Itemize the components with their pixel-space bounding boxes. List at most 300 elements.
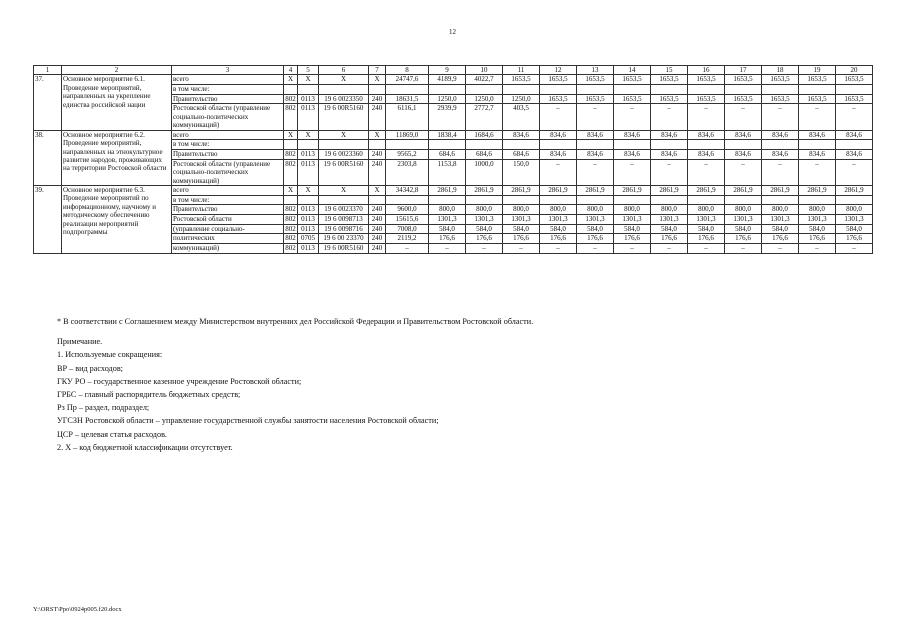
grbs-cell: 802 xyxy=(285,244,296,253)
value-cell: 1250,0 xyxy=(503,94,540,104)
value-cell: 1653,5 xyxy=(799,94,836,104)
note-line: ВР – вид расходов; xyxy=(57,363,123,373)
column-header-row xyxy=(34,66,873,75)
value-cell: 834,6 xyxy=(762,150,799,160)
value-cell: 1653,5 xyxy=(725,94,762,104)
column-header: 14 xyxy=(614,66,651,75)
rzpr-cell xyxy=(298,85,319,95)
grbs-cell: Х xyxy=(284,185,298,195)
value-cell xyxy=(799,85,836,95)
rzpr-cell: 0113 xyxy=(298,244,319,254)
value-cell: 176,6 xyxy=(688,234,725,244)
value-cell: 2861,9 xyxy=(651,185,688,195)
value-cell: 176,6 xyxy=(836,234,873,244)
value-cell xyxy=(762,195,799,205)
value-cell: 584,0 xyxy=(725,224,762,234)
value-cell xyxy=(540,195,577,205)
vr-cell: Х xyxy=(369,75,386,85)
value-cell: 834,6 xyxy=(799,150,836,160)
value-cell: – xyxy=(799,244,836,254)
column-header: 18 xyxy=(762,66,799,75)
executor-cell: всего xyxy=(172,130,284,140)
vr-cell: 240 xyxy=(369,205,386,215)
note-line: Примечание. xyxy=(57,337,103,347)
value-cell: 2861,9 xyxy=(540,185,577,195)
executor-cell: политических xyxy=(172,234,284,244)
value-cell: 1301,3 xyxy=(577,215,614,225)
value-cell xyxy=(429,85,466,95)
value-cell: – xyxy=(725,104,762,130)
vr-cell: 240 xyxy=(369,224,386,234)
value-cell: 684,6 xyxy=(466,150,503,160)
value-cell: 24747,6 xyxy=(386,75,429,85)
value-cell: 800,0 xyxy=(688,205,725,215)
value-cell: 2861,9 xyxy=(799,185,836,195)
value-cell: 584,0 xyxy=(614,224,651,234)
value-cell: 584,0 xyxy=(651,224,688,234)
value-cell: 2303,8 xyxy=(386,159,429,185)
vr-cell: 240 xyxy=(369,104,386,130)
value-cell: 176,6 xyxy=(725,234,762,244)
value-cell: 800,0 xyxy=(725,205,762,215)
csr-cell: 19 6 00R5160 xyxy=(319,244,369,254)
vr-cell xyxy=(369,140,386,150)
value-cell xyxy=(540,140,577,150)
value-cell: – xyxy=(651,104,688,130)
value-cell: 2939,9 xyxy=(429,104,466,130)
value-cell: 1301,3 xyxy=(429,215,466,225)
value-cell: 176,6 xyxy=(466,234,503,244)
value-cell: 834,6 xyxy=(503,130,540,140)
value-cell: 834,6 xyxy=(577,150,614,160)
value-cell xyxy=(836,195,873,205)
executor-cell: Правительство xyxy=(172,94,284,104)
rzpr-cell: Х xyxy=(298,185,319,195)
value-cell: 834,6 xyxy=(577,130,614,140)
column-header: 19 xyxy=(799,66,836,75)
value-cell: – xyxy=(799,104,836,130)
column-header: 9 xyxy=(429,66,466,75)
csr-cell xyxy=(319,195,369,205)
value-cell: 9600,0 xyxy=(386,205,429,215)
value-cell: 150,0 xyxy=(503,159,540,185)
value-cell: 584,0 xyxy=(577,224,614,234)
value-cell: 834,6 xyxy=(614,150,651,160)
grbs-cell: 802 xyxy=(285,150,296,159)
table-body xyxy=(34,66,873,254)
value-cell: 800,0 xyxy=(762,205,799,215)
rzpr-cell: 0113 xyxy=(298,215,319,225)
csr-cell: 19 6 0023360 xyxy=(319,150,369,160)
value-cell: 584,0 xyxy=(688,224,725,234)
value-cell: 1653,5 xyxy=(836,75,873,85)
rzpr-cell: 0705 xyxy=(298,234,319,244)
value-cell: 2861,9 xyxy=(466,185,503,195)
value-cell: 1000,0 xyxy=(466,159,503,185)
grbs-cell: 802 xyxy=(285,215,296,224)
vr-cell xyxy=(369,195,386,205)
vr-cell: 240 xyxy=(369,94,386,104)
value-cell: 800,0 xyxy=(429,205,466,215)
column-header: 5 xyxy=(298,66,319,75)
value-cell: 1653,5 xyxy=(762,94,799,104)
value-cell: 2861,9 xyxy=(503,185,540,195)
value-cell xyxy=(614,195,651,205)
value-cell: 584,0 xyxy=(429,224,466,234)
note-line: Рз Пр – раздел, подраздел; xyxy=(57,403,150,413)
column-header: 15 xyxy=(651,66,688,75)
value-cell: 1684,6 xyxy=(466,130,503,140)
value-cell: – xyxy=(577,104,614,130)
value-cell: 2861,9 xyxy=(688,185,725,195)
value-cell xyxy=(725,195,762,205)
column-header: 1 xyxy=(34,66,62,75)
file-path: Y:\ORST\Ppo\0924p005.f20.docx xyxy=(33,606,122,613)
value-cell: 1653,5 xyxy=(836,94,873,104)
note-line: ГРБС – главный распорядитель бюджетных средств; xyxy=(57,390,241,400)
grbs-cell: 802 xyxy=(285,205,296,214)
value-cell xyxy=(688,85,725,95)
table-row xyxy=(34,75,873,85)
value-cell: 1301,3 xyxy=(762,215,799,225)
value-cell: 2119,2 xyxy=(386,234,429,244)
grbs-cell xyxy=(284,140,298,150)
value-cell xyxy=(725,85,762,95)
column-header: 8 xyxy=(386,66,429,75)
csr-cell xyxy=(319,85,369,95)
row-number: 37. xyxy=(34,75,62,130)
csr-cell: 19 6 0098713 xyxy=(319,215,369,225)
rzpr-cell xyxy=(298,140,319,150)
value-cell: 1653,5 xyxy=(688,75,725,85)
column-header: 10 xyxy=(466,66,503,75)
value-cell: 2861,9 xyxy=(429,185,466,195)
vr-cell: 240 xyxy=(369,150,386,160)
value-cell: 1250,0 xyxy=(466,94,503,104)
value-cell: 834,6 xyxy=(540,130,577,140)
value-cell: – xyxy=(540,244,577,254)
grbs-cell: 802 xyxy=(285,234,296,243)
note-line: ЦСР – целевая статья расходов. xyxy=(57,429,167,439)
value-cell: 1838,4 xyxy=(429,130,466,140)
rzpr-cell: 0113 xyxy=(298,94,319,104)
csr-cell: 19 6 0023350 xyxy=(319,94,369,104)
value-cell: 800,0 xyxy=(540,205,577,215)
value-cell: – xyxy=(540,159,577,185)
table-row xyxy=(34,185,873,195)
note-line: ГКУ РО – государственное казенное учреждение Ростовской области; xyxy=(57,376,302,386)
value-cell xyxy=(799,140,836,150)
executor-cell: Правительство xyxy=(172,205,284,215)
value-cell: 176,6 xyxy=(540,234,577,244)
value-cell: 2861,9 xyxy=(577,185,614,195)
executor-cell: Ростовской области xyxy=(172,215,284,225)
value-cell xyxy=(503,195,540,205)
value-cell xyxy=(503,140,540,150)
value-cell xyxy=(503,85,540,95)
value-cell: 834,6 xyxy=(651,150,688,160)
value-cell: 834,6 xyxy=(836,150,873,160)
value-cell xyxy=(386,140,429,150)
column-header: 20 xyxy=(836,66,873,75)
rzpr-cell: 0113 xyxy=(298,159,319,185)
value-cell: 800,0 xyxy=(651,205,688,215)
vr-cell: Х xyxy=(369,130,386,140)
value-cell xyxy=(577,195,614,205)
value-cell: 9565,2 xyxy=(386,150,429,160)
executor-cell: всего xyxy=(172,185,284,195)
column-header: 3 xyxy=(172,66,284,75)
value-cell: – xyxy=(688,244,725,254)
value-cell: – xyxy=(614,104,651,130)
grbs-cell: 802 xyxy=(285,224,296,233)
csr-cell: 19 6 00R5160 xyxy=(319,159,369,185)
value-cell: 1301,3 xyxy=(540,215,577,225)
value-cell: 2772,7 xyxy=(466,104,503,130)
value-cell xyxy=(466,195,503,205)
value-cell: 834,6 xyxy=(762,130,799,140)
value-cell: 800,0 xyxy=(466,205,503,215)
rzpr-cell xyxy=(298,195,319,205)
executor-cell: всего xyxy=(172,75,284,85)
rzpr-cell: Х xyxy=(298,130,319,140)
value-cell: 176,6 xyxy=(429,234,466,244)
value-cell: – xyxy=(540,104,577,130)
value-cell: – xyxy=(725,159,762,185)
value-cell: – xyxy=(688,104,725,130)
value-cell xyxy=(614,85,651,95)
value-cell: 18631,5 xyxy=(386,94,429,104)
vr-cell: Х xyxy=(369,185,386,195)
value-cell: – xyxy=(577,159,614,185)
column-header: 4 xyxy=(284,66,298,75)
executor-cell: Правительство xyxy=(172,150,284,160)
value-cell: 1301,3 xyxy=(725,215,762,225)
value-cell xyxy=(688,195,725,205)
value-cell: 2861,9 xyxy=(836,185,873,195)
value-cell: 1301,3 xyxy=(688,215,725,225)
value-cell: 1653,5 xyxy=(540,75,577,85)
value-cell xyxy=(386,195,429,205)
activity-name: Основное мероприятие 6.1. Проведение мероприятий, направленных на укрепление единства российской нации xyxy=(62,75,172,130)
value-cell: – xyxy=(651,244,688,254)
row-number: 39. xyxy=(34,185,62,253)
grbs-cell: 802 xyxy=(285,94,296,103)
value-cell xyxy=(386,85,429,95)
grbs-cell: Х xyxy=(284,75,298,85)
value-cell: 1653,5 xyxy=(688,94,725,104)
value-cell: 584,0 xyxy=(540,224,577,234)
value-cell: 1653,5 xyxy=(503,75,540,85)
csr-cell: Х xyxy=(319,130,369,140)
value-cell: – xyxy=(688,159,725,185)
value-cell xyxy=(762,140,799,150)
executor-cell: коммуникаций) xyxy=(172,244,284,254)
value-cell: – xyxy=(614,159,651,185)
csr-cell: 19 6 00 23370 xyxy=(319,234,369,244)
value-cell: 800,0 xyxy=(614,205,651,215)
value-cell: 6116,1 xyxy=(386,104,429,130)
value-cell: – xyxy=(386,244,429,254)
value-cell xyxy=(836,85,873,95)
value-cell: – xyxy=(466,244,503,254)
value-cell xyxy=(799,195,836,205)
grbs-cell xyxy=(284,85,298,95)
value-cell: – xyxy=(762,244,799,254)
column-header: 16 xyxy=(688,66,725,75)
value-cell: 1653,5 xyxy=(651,75,688,85)
value-cell: 834,6 xyxy=(725,150,762,160)
value-cell: 1250,0 xyxy=(429,94,466,104)
value-cell xyxy=(651,85,688,95)
value-cell xyxy=(836,140,873,150)
grbs-cell: 802 xyxy=(284,159,298,185)
column-header: 17 xyxy=(725,66,762,75)
executor-cell: в том числе: xyxy=(172,85,284,95)
value-cell xyxy=(762,85,799,95)
column-header: 13 xyxy=(577,66,614,75)
value-cell xyxy=(688,140,725,150)
grbs-cell xyxy=(284,195,298,205)
executor-cell: в том числе: xyxy=(172,195,284,205)
grbs-cell: Х xyxy=(284,130,298,140)
value-cell: 1653,5 xyxy=(577,94,614,104)
executor-cell: Ростовской области (управление социально-политических коммуникаций) xyxy=(172,104,284,130)
csr-cell: 19 6 00R5160 xyxy=(319,104,369,130)
value-cell: 176,6 xyxy=(503,234,540,244)
value-cell: 584,0 xyxy=(503,224,540,234)
value-cell: 1653,5 xyxy=(614,94,651,104)
csr-cell: 19 6 0098716 xyxy=(319,224,369,234)
value-cell: 4022,7 xyxy=(466,75,503,85)
value-cell xyxy=(429,195,466,205)
value-cell: – xyxy=(614,244,651,254)
value-cell: 834,6 xyxy=(688,130,725,140)
activity-name: Основное мероприятие 6.2. Проведение мероприятий, направленных на этнокультурное развитие народов, проживающих на территории Ростовской области xyxy=(62,130,172,185)
notes-block xyxy=(57,315,533,454)
activity-name: Основное мероприятие 6.3. Проведение мероприятий по информационному, научному и методическому обеспечению реализации мероприятий подпрограммы xyxy=(62,185,172,253)
note-line: УГСЗН Ростовской области – управление государственной службы занятости населения Ростовской области; xyxy=(57,416,439,426)
page-number: 12 xyxy=(449,28,456,36)
value-cell: 584,0 xyxy=(762,224,799,234)
value-cell: 800,0 xyxy=(799,205,836,215)
value-cell: 7008,0 xyxy=(386,224,429,234)
value-cell: – xyxy=(762,104,799,130)
value-cell: – xyxy=(836,159,873,185)
executor-cell: в том числе: xyxy=(172,140,284,150)
value-cell: 584,0 xyxy=(799,224,836,234)
value-cell: 834,6 xyxy=(651,130,688,140)
value-cell: 1653,5 xyxy=(725,75,762,85)
value-cell: 800,0 xyxy=(503,205,540,215)
value-cell: 11869,0 xyxy=(386,130,429,140)
value-cell: 800,0 xyxy=(836,205,873,215)
column-header: 11 xyxy=(503,66,540,75)
value-cell: – xyxy=(577,244,614,254)
value-cell: 176,6 xyxy=(651,234,688,244)
value-cell: – xyxy=(725,244,762,254)
value-cell: 684,6 xyxy=(429,150,466,160)
value-cell xyxy=(651,195,688,205)
row-number: 38. xyxy=(34,130,62,185)
value-cell: 1301,3 xyxy=(614,215,651,225)
note-line: 1. Используемые сокращения: xyxy=(57,350,163,360)
value-cell: 2861,9 xyxy=(614,185,651,195)
budget-table xyxy=(33,65,873,254)
value-cell: 584,0 xyxy=(836,224,873,234)
vr-cell: 240 xyxy=(369,244,386,254)
value-cell xyxy=(540,85,577,95)
value-cell xyxy=(577,85,614,95)
value-cell: 2861,9 xyxy=(762,185,799,195)
rzpr-cell: 0113 xyxy=(298,150,319,160)
rzpr-cell: 0113 xyxy=(298,104,319,130)
column-header: 12 xyxy=(540,66,577,75)
value-cell: – xyxy=(651,159,688,185)
value-cell: – xyxy=(836,244,873,254)
value-cell: 684,6 xyxy=(503,150,540,160)
value-cell: 1653,5 xyxy=(577,75,614,85)
rzpr-cell: 0113 xyxy=(298,205,319,215)
value-cell: 834,6 xyxy=(799,130,836,140)
value-cell xyxy=(577,140,614,150)
value-cell: 1653,5 xyxy=(762,75,799,85)
executor-cell: Ростовской области (управление социально-политических коммуникаций) xyxy=(172,159,284,185)
value-cell: 176,6 xyxy=(614,234,651,244)
value-cell xyxy=(429,140,466,150)
value-cell: – xyxy=(762,159,799,185)
value-cell: 1301,3 xyxy=(466,215,503,225)
value-cell: 1301,3 xyxy=(503,215,540,225)
value-cell xyxy=(651,140,688,150)
vr-cell: 240 xyxy=(369,159,386,185)
value-cell: 1301,3 xyxy=(651,215,688,225)
value-cell: – xyxy=(503,244,540,254)
value-cell: 1301,3 xyxy=(836,215,873,225)
value-cell: 834,6 xyxy=(688,150,725,160)
value-cell: 34342,8 xyxy=(386,185,429,195)
csr-cell: Х xyxy=(319,75,369,85)
csr-cell xyxy=(319,140,369,150)
vr-cell: 240 xyxy=(369,234,386,244)
value-cell: 2861,9 xyxy=(725,185,762,195)
value-cell: 4189,9 xyxy=(429,75,466,85)
rzpr-cell: Х xyxy=(298,75,319,85)
value-cell xyxy=(614,140,651,150)
csr-cell: Х xyxy=(319,185,369,195)
value-cell xyxy=(725,140,762,150)
value-cell: 834,6 xyxy=(614,130,651,140)
value-cell: 15615,6 xyxy=(386,215,429,225)
column-header: 7 xyxy=(369,66,386,75)
value-cell: 403,5 xyxy=(503,104,540,130)
value-cell: – xyxy=(836,104,873,130)
value-cell: 1153,8 xyxy=(429,159,466,185)
value-cell: 834,6 xyxy=(540,150,577,160)
value-cell: 176,6 xyxy=(577,234,614,244)
value-cell: – xyxy=(429,244,466,254)
value-cell: 1653,5 xyxy=(614,75,651,85)
notes-list xyxy=(57,335,533,454)
csr-cell: 19 6 0023370 xyxy=(319,205,369,215)
value-cell xyxy=(466,85,503,95)
vr-cell xyxy=(369,85,386,95)
value-cell: 1653,5 xyxy=(540,94,577,104)
column-header: 2 xyxy=(62,66,172,75)
value-cell xyxy=(466,140,503,150)
value-cell: 584,0 xyxy=(466,224,503,234)
note-line: 2. Х – код бюджетной классификации отсутствует. xyxy=(57,442,233,452)
